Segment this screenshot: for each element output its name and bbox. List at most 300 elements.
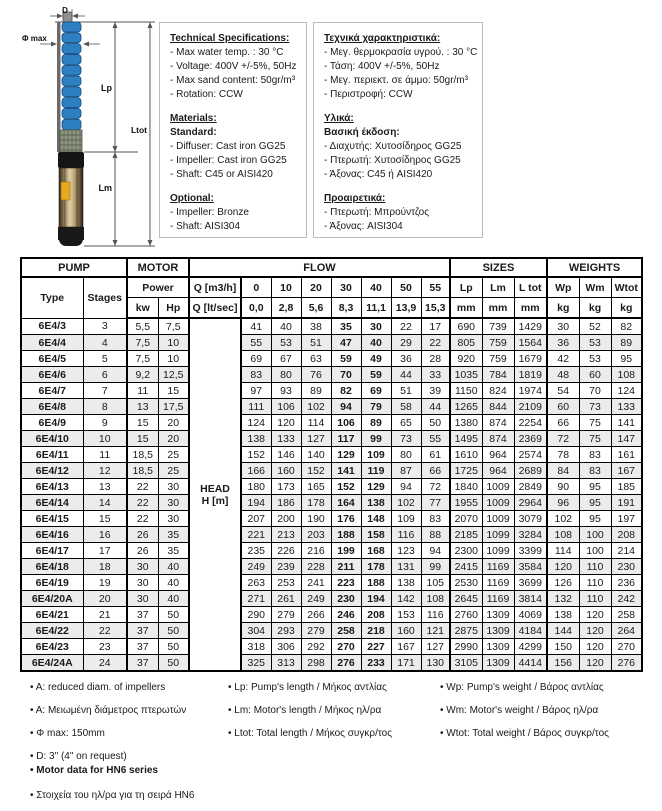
cell-weight-wp: 78 [547, 447, 579, 463]
cell-head-q55: 55 [421, 431, 450, 447]
cell-head-q50: 87 [391, 463, 421, 479]
cell-stages: 5 [83, 351, 127, 367]
cell-head-q55: 83 [421, 511, 450, 527]
cell-weight-wp: 36 [547, 335, 579, 351]
cell-head-q10: 160 [271, 463, 301, 479]
cell-head-q50: 94 [391, 479, 421, 495]
cell-weight-wm: 75 [579, 431, 611, 447]
cell-type: 6E4/11 [21, 447, 83, 463]
technical-specs-box-gr [313, 22, 483, 238]
cell-head-q20: 127 [301, 431, 331, 447]
head-axis-label-line: HEAD [200, 482, 230, 495]
cell-weight-wtot: 108 [611, 367, 642, 383]
cell-weight-wm: 110 [579, 591, 611, 607]
spec-section-subtitle: Βασική έκδοση: [324, 127, 400, 138]
table-row [21, 463, 642, 479]
cell-size-lm: 874 [482, 415, 514, 431]
footnote-line: • A: reduced diam. of impellers [30, 682, 166, 693]
cell-head-q20: 76 [301, 367, 331, 383]
cell-stages: 6 [83, 367, 127, 383]
cell-weight-wm: 95 [579, 511, 611, 527]
table-row [21, 575, 642, 591]
cell-weight-wtot: 236 [611, 575, 642, 591]
header-lm: Lm [482, 277, 514, 298]
cell-power-kw: 26 [127, 527, 158, 543]
cell-size-lp: 1265 [450, 399, 482, 415]
table-row [21, 335, 642, 351]
table-row [21, 639, 642, 655]
cell-size-lp: 2530 [450, 575, 482, 591]
cell-weight-wtot: 185 [611, 479, 642, 495]
motor-data-note-gr: • Στοιχεία του ηλ/ρα για τη σειρά HN6 [30, 790, 195, 801]
cell-weight-wm: 53 [579, 351, 611, 367]
cell-head-q55: 130 [421, 655, 450, 672]
header-wp: Wp [547, 277, 579, 298]
cell-power-hp: 17,5 [158, 399, 189, 415]
cell-head-q40: 208 [361, 607, 391, 623]
cell-weight-wtot: 197 [611, 511, 642, 527]
cell-weight-wp: 102 [547, 511, 579, 527]
cell-weight-wtot: 89 [611, 335, 642, 351]
cell-size-lm: 1009 [482, 479, 514, 495]
table-row [21, 559, 642, 575]
cell-head-q30: 276 [331, 655, 361, 672]
cell-size-lm: 1099 [482, 543, 514, 559]
cell-head-q40: 218 [361, 623, 391, 639]
table-row [21, 527, 642, 543]
cell-power-kw: 5,5 [127, 318, 158, 335]
cell-size-lm: 964 [482, 447, 514, 463]
cell-head-q30: 223 [331, 575, 361, 591]
cell-head-q10: 293 [271, 623, 301, 639]
cell-head-q10: 261 [271, 591, 301, 607]
group-header-pump: PUMP [21, 258, 127, 277]
cell-size-lm: 1309 [482, 655, 514, 672]
cell-size-lp: 1495 [450, 431, 482, 447]
cell-head-q55: 61 [421, 447, 450, 463]
table-row [21, 367, 642, 383]
group-header-flow: FLOW [189, 258, 450, 277]
lp-dimension-label: Lp [101, 83, 112, 93]
spec-line: - Άξονας: AISI304 [324, 221, 403, 232]
cell-head-q0: 41 [241, 318, 271, 335]
cell-size-lm: 1169 [482, 575, 514, 591]
cell-type: 6E4/9 [21, 415, 83, 431]
footnote-line: • D: 3" (4" on request) [30, 751, 127, 762]
cell-head-q30: 211 [331, 559, 361, 575]
cell-head-q10: 133 [271, 431, 301, 447]
cell-head-q30: 141 [331, 463, 361, 479]
cell-power-kw: 30 [127, 591, 158, 607]
cell-weight-wp: 30 [547, 318, 579, 335]
cell-weight-wtot: 276 [611, 655, 642, 672]
table-row [21, 351, 642, 367]
cell-head-q55: 88 [421, 527, 450, 543]
cell-head-q30: 94 [331, 399, 361, 415]
cell-head-q50: 80 [391, 447, 421, 463]
cell-size-lp: 2070 [450, 511, 482, 527]
group-header-weights: WEIGHTS [547, 258, 642, 277]
cell-weight-wm: 83 [579, 447, 611, 463]
cell-head-q55: 28 [421, 351, 450, 367]
cell-head-q0: 97 [241, 383, 271, 399]
cell-power-kw: 11 [127, 383, 158, 399]
cell-head-q20: 165 [301, 479, 331, 495]
cell-power-hp: 40 [158, 575, 189, 591]
cell-head-q0: 290 [241, 607, 271, 623]
cell-power-kw: 13 [127, 399, 158, 415]
header-wtot: Wtot [611, 277, 642, 298]
cell-head-q20: 89 [301, 383, 331, 399]
cell-weight-wtot: 191 [611, 495, 642, 511]
spec-section-title: Optional: [170, 193, 214, 204]
cell-head-q20: 266 [301, 607, 331, 623]
header-q-m3h: Q [m3/h] [189, 277, 241, 298]
cell-weight-wp: 84 [547, 463, 579, 479]
cell-weight-wm: 110 [579, 575, 611, 591]
cell-size-lp: 2990 [450, 639, 482, 655]
cell-size-lp: 690 [450, 318, 482, 335]
cell-head-q55: 99 [421, 559, 450, 575]
cell-power-kw: 37 [127, 607, 158, 623]
cell-head-q0: 124 [241, 415, 271, 431]
cell-head-q40: 168 [361, 543, 391, 559]
cell-head-q30: 270 [331, 639, 361, 655]
spec-section [170, 32, 300, 102]
cell-head-q30: 164 [331, 495, 361, 511]
cell-head-q30: 188 [331, 527, 361, 543]
cell-weight-wtot: 95 [611, 351, 642, 367]
ltot-dimension-label: Ltot [130, 125, 147, 135]
cell-size-lm: 1169 [482, 559, 514, 575]
cell-power-hp: 20 [158, 415, 189, 431]
cell-size-ltot: 3399 [514, 543, 547, 559]
cell-power-hp: 50 [158, 623, 189, 639]
cell-weight-wm: 52 [579, 318, 611, 335]
cell-power-kw: 30 [127, 559, 158, 575]
cell-head-q50: 131 [391, 559, 421, 575]
cell-size-lp: 1610 [450, 447, 482, 463]
cell-head-q50: 73 [391, 431, 421, 447]
header-flow-lts-0: 0,0 [241, 298, 271, 319]
header-flow-lts-5: 13,9 [391, 298, 421, 319]
cell-size-ltot: 3079 [514, 511, 547, 527]
cell-power-kw: 37 [127, 639, 158, 655]
cell-type: 6E4/4 [21, 335, 83, 351]
cell-power-hp: 10 [158, 351, 189, 367]
cell-type: 6E4/7 [21, 383, 83, 399]
cell-weight-wp: 72 [547, 431, 579, 447]
cell-weight-wm: 75 [579, 415, 611, 431]
cell-power-hp: 30 [158, 495, 189, 511]
cell-size-ltot: 4069 [514, 607, 547, 623]
cell-head-q50: 65 [391, 415, 421, 431]
cell-head-q55: 94 [421, 543, 450, 559]
pump-data-table [20, 257, 643, 672]
cell-weight-wm: 120 [579, 607, 611, 623]
cell-power-kw: 37 [127, 655, 158, 672]
phi-max-dimension-label: Φ max [22, 34, 47, 43]
cell-stages: 3 [83, 318, 127, 335]
spec-section [324, 32, 476, 102]
cell-head-q20: 249 [301, 591, 331, 607]
header-unit-mm-2: mm [482, 298, 514, 319]
cell-head-q20: 178 [301, 495, 331, 511]
cell-head-q40: 233 [361, 655, 391, 672]
table-row [21, 318, 642, 335]
cell-power-hp: 40 [158, 559, 189, 575]
cell-size-lm: 1009 [482, 495, 514, 511]
cell-size-lp: 2875 [450, 623, 482, 639]
cell-power-hp: 30 [158, 479, 189, 495]
cell-head-q30: 70 [331, 367, 361, 383]
cell-power-kw: 22 [127, 479, 158, 495]
cell-power-kw: 18,5 [127, 447, 158, 463]
cell-head-q55: 77 [421, 495, 450, 511]
cell-type: 6E4/6 [21, 367, 83, 383]
spec-line: - Άξονας: C45 ή AISI420 [324, 169, 433, 180]
header-q-ltsec: Q [lt/sec] [189, 298, 241, 319]
header-lp: Lp [450, 277, 482, 298]
cell-head-q55: 17 [421, 318, 450, 335]
cell-head-q20: 298 [301, 655, 331, 672]
cell-head-q0: 111 [241, 399, 271, 415]
cell-weight-wtot: 242 [611, 591, 642, 607]
cell-head-q40: 59 [361, 367, 391, 383]
cell-stages: 9 [83, 415, 127, 431]
cell-type: 6E4/8 [21, 399, 83, 415]
cell-head-q50: 142 [391, 591, 421, 607]
cell-head-q40: 138 [361, 495, 391, 511]
cell-power-kw: 7,5 [127, 351, 158, 367]
cell-weight-wm: 120 [579, 623, 611, 639]
cell-head-q0: 271 [241, 591, 271, 607]
cell-head-q40: 194 [361, 591, 391, 607]
cell-weight-wp: 96 [547, 495, 579, 511]
cell-type: 6E4/22 [21, 623, 83, 639]
cell-head-q50: 29 [391, 335, 421, 351]
motor-bottom-cap-round [59, 232, 83, 246]
header-unit-mm-1: mm [450, 298, 482, 319]
cell-stages: 19 [83, 575, 127, 591]
cell-size-ltot: 1819 [514, 367, 547, 383]
cell-size-ltot: 3699 [514, 575, 547, 591]
cell-power-hp: 12,5 [158, 367, 189, 383]
cell-head-q40: 158 [361, 527, 391, 543]
footnote-line: • Lp: Pump's length / Μήκος αντλίας [228, 682, 387, 693]
cell-head-q0: 194 [241, 495, 271, 511]
spec-section-title: Προαιρετικά: [324, 193, 386, 204]
table-header-row-1 [21, 277, 642, 298]
cell-head-q10: 67 [271, 351, 301, 367]
header-flow-10: 10 [271, 277, 301, 298]
footnotes-column-2 [228, 676, 392, 745]
cell-head-q40: 69 [361, 383, 391, 399]
cell-head-q30: 230 [331, 591, 361, 607]
cell-head-q20: 102 [301, 399, 331, 415]
cell-size-ltot: 4299 [514, 639, 547, 655]
cell-head-q10: 239 [271, 559, 301, 575]
cell-weight-wtot: 264 [611, 623, 642, 639]
cell-size-ltot: 3584 [514, 559, 547, 575]
spec-line: - Max sand content: 50gr/m³ [170, 75, 296, 86]
cell-size-ltot: 1429 [514, 318, 547, 335]
cell-type: 6E4/17 [21, 543, 83, 559]
pump-diagram [20, 6, 160, 254]
cell-weight-wtot: 270 [611, 639, 642, 655]
cell-size-ltot: 3814 [514, 591, 547, 607]
spec-section [170, 112, 300, 182]
cell-head-q40: 109 [361, 447, 391, 463]
table-row [21, 607, 642, 623]
lm-dimension-label: Lm [98, 183, 112, 193]
cell-weight-wtot: 214 [611, 543, 642, 559]
cell-power-kw: 15 [127, 415, 158, 431]
spec-line: - Περιστροφή: CCW [324, 89, 413, 100]
cell-head-q10: 306 [271, 639, 301, 655]
cell-head-q30: 176 [331, 511, 361, 527]
cell-head-q0: 180 [241, 479, 271, 495]
cell-size-lm: 759 [482, 335, 514, 351]
cell-weight-wp: 66 [547, 415, 579, 431]
cell-head-q55: 33 [421, 367, 450, 383]
table-row [21, 495, 642, 511]
cell-head-q40: 99 [361, 431, 391, 447]
cell-size-ltot: 1974 [514, 383, 547, 399]
header-type: Type [21, 277, 83, 318]
cell-head-q20: 140 [301, 447, 331, 463]
cell-head-q55: 39 [421, 383, 450, 399]
cell-head-q40: 188 [361, 575, 391, 591]
cell-head-q50: 116 [391, 527, 421, 543]
cell-head-q0: 138 [241, 431, 271, 447]
cell-head-q0: 166 [241, 463, 271, 479]
cell-power-hp: 30 [158, 511, 189, 527]
footnote-line: • A: Μειωμένη διάμετρος πτερωτών [30, 705, 187, 716]
cell-head-q10: 200 [271, 511, 301, 527]
cell-head-q50: 109 [391, 511, 421, 527]
cell-head-q10: 106 [271, 399, 301, 415]
header-flow-lts-6: 15,3 [421, 298, 450, 319]
cell-head-q55: 108 [421, 591, 450, 607]
cell-weight-wtot: 230 [611, 559, 642, 575]
cell-head-q20: 228 [301, 559, 331, 575]
cell-stages: 18 [83, 559, 127, 575]
cell-weight-wp: 156 [547, 655, 579, 672]
cell-head-q20: 152 [301, 463, 331, 479]
cell-size-ltot: 1564 [514, 335, 547, 351]
cell-head-q40: 129 [361, 479, 391, 495]
cell-head-q0: 249 [241, 559, 271, 575]
spec-line: - Μεγ. περιεκτ. σε άμμο: 50gr/m³ [324, 75, 468, 86]
cell-power-kw: 37 [127, 623, 158, 639]
table-row [21, 543, 642, 559]
cell-head-q50: 160 [391, 623, 421, 639]
spec-line: - Shaft: AISI304 [170, 221, 241, 232]
spec-line: - Πτερωτή: Μπρούντζος [324, 207, 430, 218]
cell-weight-wp: 150 [547, 639, 579, 655]
cell-size-lp: 2185 [450, 527, 482, 543]
cell-stages: 23 [83, 639, 127, 655]
cell-head-q30: 117 [331, 431, 361, 447]
cell-head-q10: 93 [271, 383, 301, 399]
cell-weight-wtot: 133 [611, 399, 642, 415]
spec-section-title: Υλικά: [324, 113, 354, 124]
spec-line: - Impeller: Cast iron GG25 [170, 155, 287, 166]
cell-head-q55: 22 [421, 335, 450, 351]
cell-head-q40: 119 [361, 463, 391, 479]
cell-head-q40: 227 [361, 639, 391, 655]
cell-head-q0: 83 [241, 367, 271, 383]
cell-power-hp: 7,5 [158, 318, 189, 335]
spec-section-title: Technical Specifications: [170, 33, 290, 44]
cell-size-ltot: 2109 [514, 399, 547, 415]
table-row [21, 479, 642, 495]
cell-head-q55: 66 [421, 463, 450, 479]
cell-weight-wm: 70 [579, 383, 611, 399]
cell-head-q20: 216 [301, 543, 331, 559]
footnotes-column-1 [30, 676, 186, 768]
table-row [21, 383, 642, 399]
cell-power-kw: 18,5 [127, 463, 158, 479]
cell-head-q10: 173 [271, 479, 301, 495]
cell-size-lp: 2760 [450, 607, 482, 623]
cell-power-hp: 10 [158, 335, 189, 351]
cell-stages: 16 [83, 527, 127, 543]
cell-weight-wm: 120 [579, 655, 611, 672]
cell-type: 6E4/20A [21, 591, 83, 607]
cell-size-lp: 2415 [450, 559, 482, 575]
cell-head-q30: 199 [331, 543, 361, 559]
pump-strainer [60, 130, 82, 152]
cell-head-q10: 279 [271, 607, 301, 623]
cell-head-q0: 304 [241, 623, 271, 639]
header-flow-lts-3: 8,3 [331, 298, 361, 319]
cell-weight-wtot: 167 [611, 463, 642, 479]
cell-weight-wp: 126 [547, 575, 579, 591]
cell-head-q50: 138 [391, 575, 421, 591]
spec-line: - Max water temp. : 30 °C [170, 47, 284, 58]
cell-stages: 13 [83, 479, 127, 495]
footnote-line: • Wp: Pump's weight / Βάρος αντλίας [440, 682, 604, 693]
cell-stages: 8 [83, 399, 127, 415]
header-unit-mm-3: mm [514, 298, 547, 319]
cell-head-q10: 80 [271, 367, 301, 383]
cell-type: 6E4/21 [21, 607, 83, 623]
header-flow-20: 20 [301, 277, 331, 298]
cell-type: 6E4/14 [21, 495, 83, 511]
spec-line: - Diffuser: Cast iron GG25 [170, 141, 286, 152]
header-flow-0: 0 [241, 277, 271, 298]
cell-head-q30: 106 [331, 415, 361, 431]
spec-section-title: Materials: [170, 113, 217, 124]
footnote-line: • Lm: Motor's length / Μήκος ηλ/ρα [228, 705, 382, 716]
cell-stages: 11 [83, 447, 127, 463]
cell-power-hp: 20 [158, 431, 189, 447]
cell-power-hp: 50 [158, 607, 189, 623]
cell-size-lm: 1169 [482, 591, 514, 607]
cell-type: 6E4/5 [21, 351, 83, 367]
cell-head-q20: 279 [301, 623, 331, 639]
cell-power-kw: 15 [127, 431, 158, 447]
table-row [21, 655, 642, 672]
cell-head-q10: 253 [271, 575, 301, 591]
footnotes-column-3 [440, 676, 609, 745]
cell-head-q30: 59 [331, 351, 361, 367]
cell-power-hp: 50 [158, 639, 189, 655]
cell-size-lm: 759 [482, 351, 514, 367]
header-power: Power [127, 277, 189, 298]
